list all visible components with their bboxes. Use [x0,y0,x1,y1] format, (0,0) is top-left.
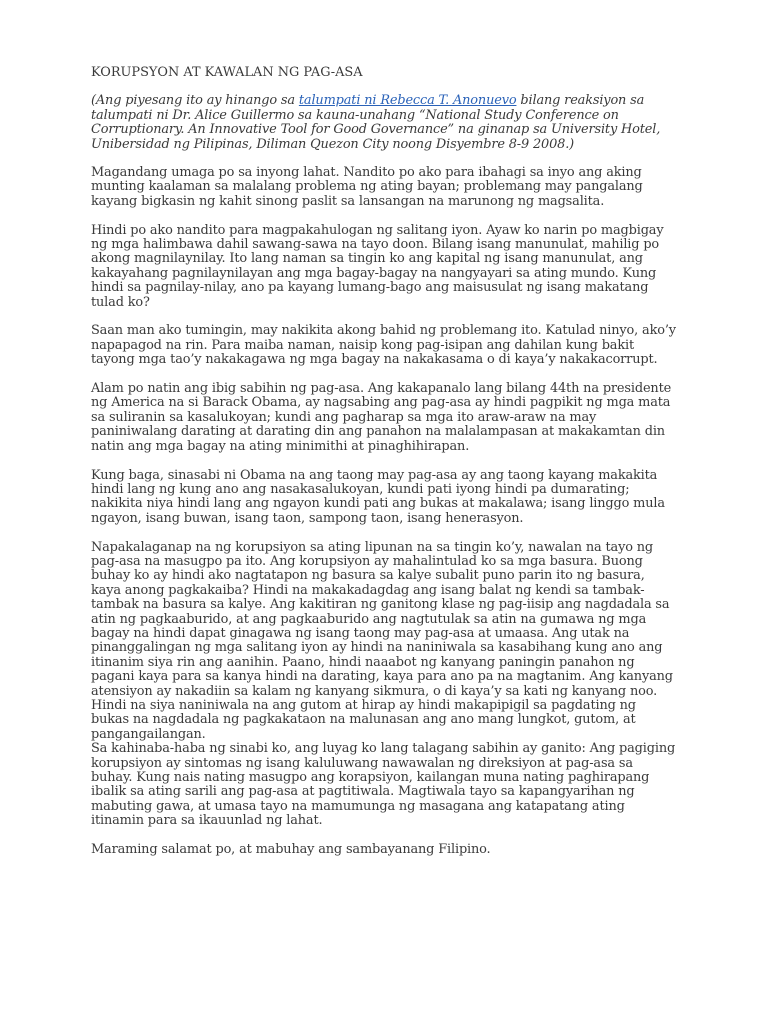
intro-text-after-link: bilang reaksiyon sa talumpati ni Dr. Alice Guillermo sa kauna-unahang “National Study Conference on Corruptionary. An Innovative Tool for Good Governance” na ginanap sa University Hotel, Unibersidad ng Pilipinas, Diliman Quezon City noong Disyembre 8-9 2008.) [91,93,661,152]
paragraph-conclusion: Sa kahinaba-haba ng sinabi ko, ang luyag ko lang talagang sabihin ay ganito: Ang pagiging korupsiyon ay sintomas ng isang kaluluwang nawawalan ng direksiyon at pag-asa sa buhay. Kung nais nating masugpo ang korapsiyon, kailangan muna nating paghirapang ibalik sa ating sarili ang pag-asa at pagtitiwala. Magtiwala tayo sa kapangyarihan ng mabuting gawa, at umasa tayo na mamumunga ng masagana ang katapatang ating itinamin para sa ikauunlad ng lahat. [91,741,676,829]
paragraph-hope-definition: Alam po natin ang ibig sabihin ng pag-asa. Ang kakapanalo lang bilang 44th na presidente ng America na si Barack Obama, ay nagsabing ang pag-asa ay hindi pagpikit ng mga mata sa suliranin sa kasalukoyan; kundi ang pagharap sa mga ito araw-araw na may paniniwalang darating at darating din ang panahon na malalampasan at makakamtan din natin ang mga bagay na ating minimithi at pinaghihirapan. [91,381,672,454]
paragraph-observation: Saan man ako tumingin, may nakikita akong bahid ng problemang ito. Katulad ninyo, ako’y napapagod na rin. Para maiba naman, naisip kong pag-isipan ang dahilan kung bakit tayong mga tao’y nakakagawa ng mga bagay na nakakasama o di kaya’y nakakacorrupt. [91,323,676,368]
paragraph-closing: Maraming salamat po, at mabuhay ang sambayanang Filipino. [91,842,491,858]
paragraph-greeting: Magandang umaga po sa inyong lahat. Nandito po ako para ibahagi sa inyo ang aking munting kaalaman sa malalang problema ng ating bayan; problemang may pangalang kayang bigkasin ng kahit sinong paslit sa lansangan na marunong ng magsalita. [91,165,643,209]
intro-note [91,94,676,152]
paragraph-obama: Kung baga, sinasabi ni Obama na ang taong may pag-asa ay ang taong kayang makakita hindi lang ng kung ano ang nasakasalukoyan, kundi pati iyong hindi pa dumarating; nakikita niya hindi lang ang ngayon kundi pati ang bukas at makalawa; isang linggo mula ngayon, isang buwan, isang taon, sampong taon, isang henerasyon. [91,467,665,526]
intro-text-before-link: (Ang piyesang ito ay hinango sa [91,93,299,109]
speech-source-link[interactable]: talumpati ni Rebecca T. Anonuevo [298,93,517,109]
document-title: KORUPSYON AT KAWALAN NG PAG-ASA [91,65,363,80]
paragraph-corruption-garbage: Napakalaganap na ng korupsiyon sa ating lipunan na sa tingin ko’y, nawalan na tayo ng pag-asa na masugpo pa ito. Ang korupsiyon ay mahalintulad ko sa mga basura. Buong buhay ko ay hindi ako nagtatapon ng basura sa kalye subalit puno parin ito ng basura, kaya anong pagkakaiba? Hindi na makakadagdag ang isang balat ng kendi sa tambak-tambak na basura sa kalye. Ang kakitiran ng ganitong klase ng pag-iisip ang nagdadala sa atin ng pagkaaburido, at ang pagkaaburido ang nagtutulak sa atin na gumawa ng mga bagay na hindi dapat ginagawa ng isang taong may pag-asa at umaasa. Ang utak na pinanggalingan ng mga salitang iyon ay hindi na naniniwala sa kasabihang kung ano ang itinanim siya rin ang aanihin. Paano, hindi naaabot ng kanyang paningin panahon ng pagani kaya para sa kanya hindi na darating, kaya para ano pa na magtanim. Ang kanyang atensiyon ay nakadiin sa kalam ng kanyang sikmura, o di kaya’y sa kati ng kanyang noo. Hindi na siya naniniwala na ang gutom at hirap ay hindi makapipigil sa pagdating ng bukas na nagdadala ng pagkakataon na malunasan ang ano mang lungkot, gutom, at pangangailangan. [91,539,673,742]
paragraph-reflection: Hindi po ako nandito para magpakahulogan ng salitang iyon. Ayaw ko narin po magbigay ng mga halimbawa dahil sawang-sawa na tayo doon. Bilang isang manunulat, mahilig po akong magnilaynilay. Ito lang naman sa tingin ko ang kapital ng isang manunulat, ang kakayahang pagnilaynilayan ang mga bagay-bagay na nangyayari sa ating mundo. Kung hindi sa pagnilay-nilay, ano pa kayang lumang-bago ang maisusulat ng isang makatang tulad ko? [91,222,664,310]
document-body [91,66,676,872]
